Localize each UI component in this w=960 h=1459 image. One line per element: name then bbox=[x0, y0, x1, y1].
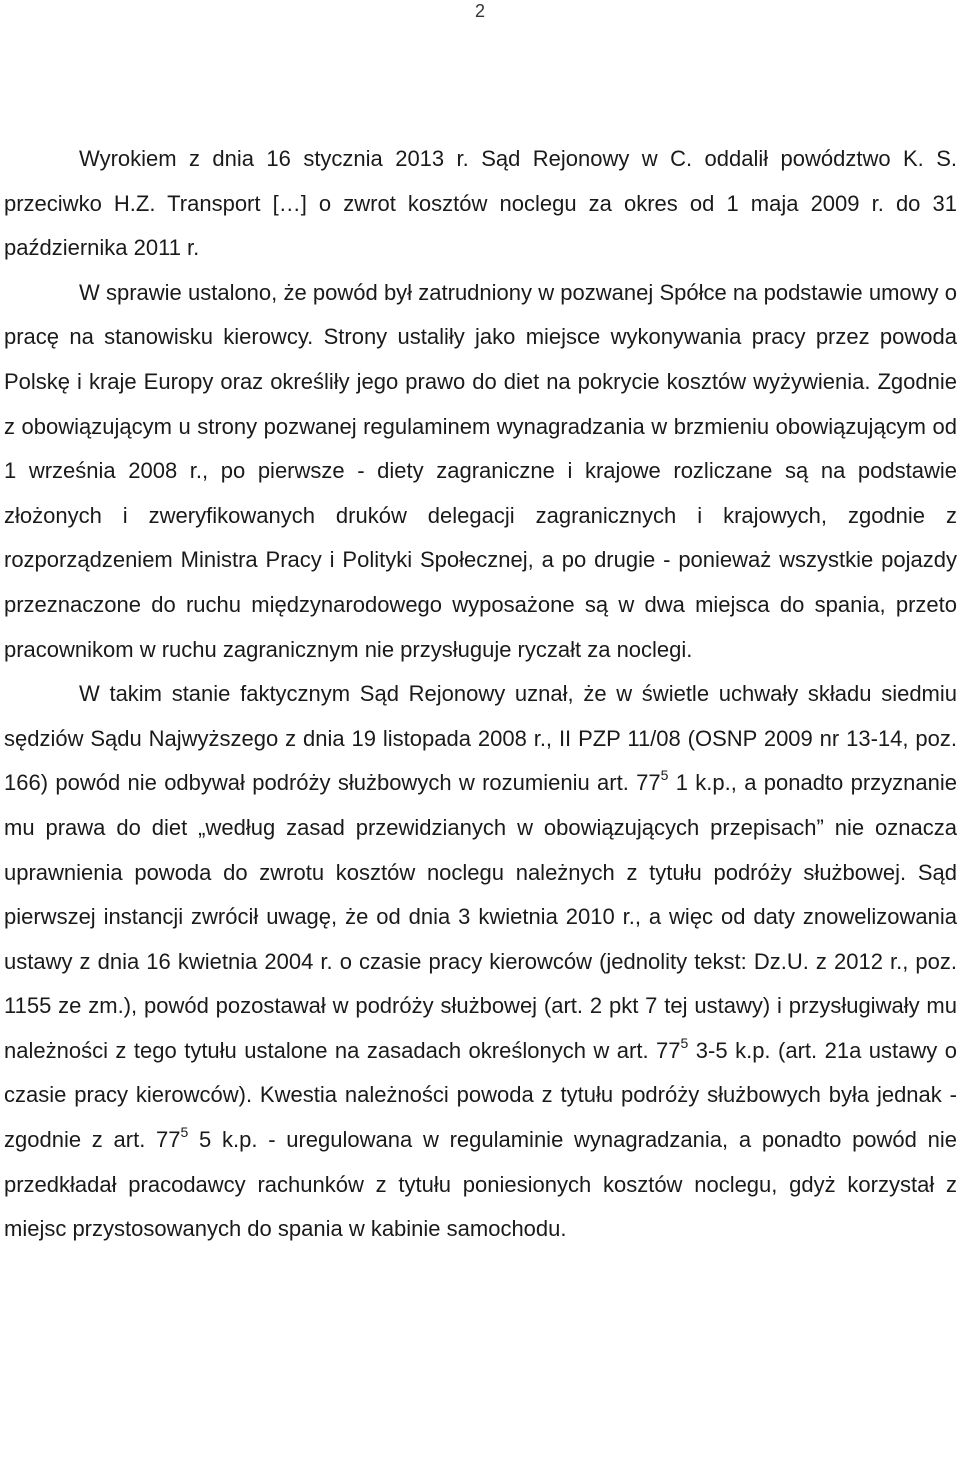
paragraph-text: 3-5 k.p. (art. 21a ustawy o czasie pracy kierowców). Kwestia należności powoda z tytułu podróży służbowych była jednak - zgodnie z art. 77 bbox=[4, 1037, 957, 1153]
paragraph-judgment bbox=[4, 137, 957, 271]
document-body bbox=[4, 137, 957, 1252]
paragraph-reasoning bbox=[4, 672, 957, 1252]
paragraph-text: W sprawie ustalono, że powód był zatrudniony w pozwanej Spółce na podstawie umowy o pracę na stanowisku kierowcy. Strony ustaliły jako miejsce wykonywania pracy przez powoda Polskę i kraje Europy oraz określiły jego prawo do diet na pokrycie kosztów wyżywienia. Zgodnie z obowiązującym u strony pozwanej regulaminem wynagradzania w brzmieniu obowiązującym od 1 września 2008 r., po pierwsze - diety zagraniczne i krajowe rozliczane są na podstawie złożonych i zweryfikowanych druków delegacji zagranicznych i krajowych, zgodnie z rozporządzeniem Ministra Pracy i Polityki Społecznej, a po drugie - ponieważ wszystkie pojazdy przeznaczone do ruchu międzynarodowego wyposażone są w dwa miejsca do spania, przeto pracownikom w ruchu zagranicznym nie przysługuje ryczałt za noclegi. bbox=[4, 279, 957, 662]
paragraph-text: 1 k.p., a ponadto przyznanie mu prawa do diet „według zasad przewidzianych w obowiązujących przepisach” nie oznacza uprawnienia powoda do zwrotu kosztów noclegu należnych z tytułu podróży służbowej. Sąd pierwszej instancji zwrócił uwagę, że od dnia 3 kwietnia 2010 r., a więc od daty znowelizowania ustawy z dnia 16 kwietnia 2004 r. o czasie pracy kierowców (jednolity tekst: Dz.U. z 2012 r., poz. 1155 ze zm.), powód pozostawał w podróży służbowej (art. 2 pkt 7 tej ustawy) i przysługiwały mu należności z tego tytułu ustalone na zasadach określonych w art. 77 bbox=[4, 770, 957, 1063]
superscript: 5 bbox=[180, 1124, 189, 1141]
paragraph-text: W takim stanie faktycznym Sąd Rejonowy uznał, że w świetle uchwały składu siedmiu sędziów Sądu Najwyższego z dnia 19 listopada 2008 r., II PZP 11/08 (OSNP 2009 nr 13-14, poz. 166) powód nie odbywał podróży służbowych w rozumieniu art. 77 bbox=[4, 681, 957, 796]
superscript: 5 bbox=[680, 1034, 689, 1051]
paragraph-facts bbox=[4, 271, 957, 672]
page-number: 2 bbox=[474, 1, 485, 21]
paragraph-text: Wyrokiem z dnia 16 stycznia 2013 r. Sąd Rejonowy w C. oddalił powództwo K. S. przeciwko H.Z. Transport […] o zwrot kosztów noclegu za okres od 1 maja 2009 r. do 31 października 2011 r. bbox=[4, 146, 957, 261]
superscript: 5 bbox=[660, 767, 669, 784]
paragraph-text: 5 k.p. - uregulowana w regulaminie wynagradzania, a ponadto powód nie przedkładał pracodawcy rachunków z tytułu poniesionych kosztów noclegu, gdyż korzystał z miejsc przystosowanych do spania w kabinie samochodu. bbox=[4, 1127, 957, 1242]
